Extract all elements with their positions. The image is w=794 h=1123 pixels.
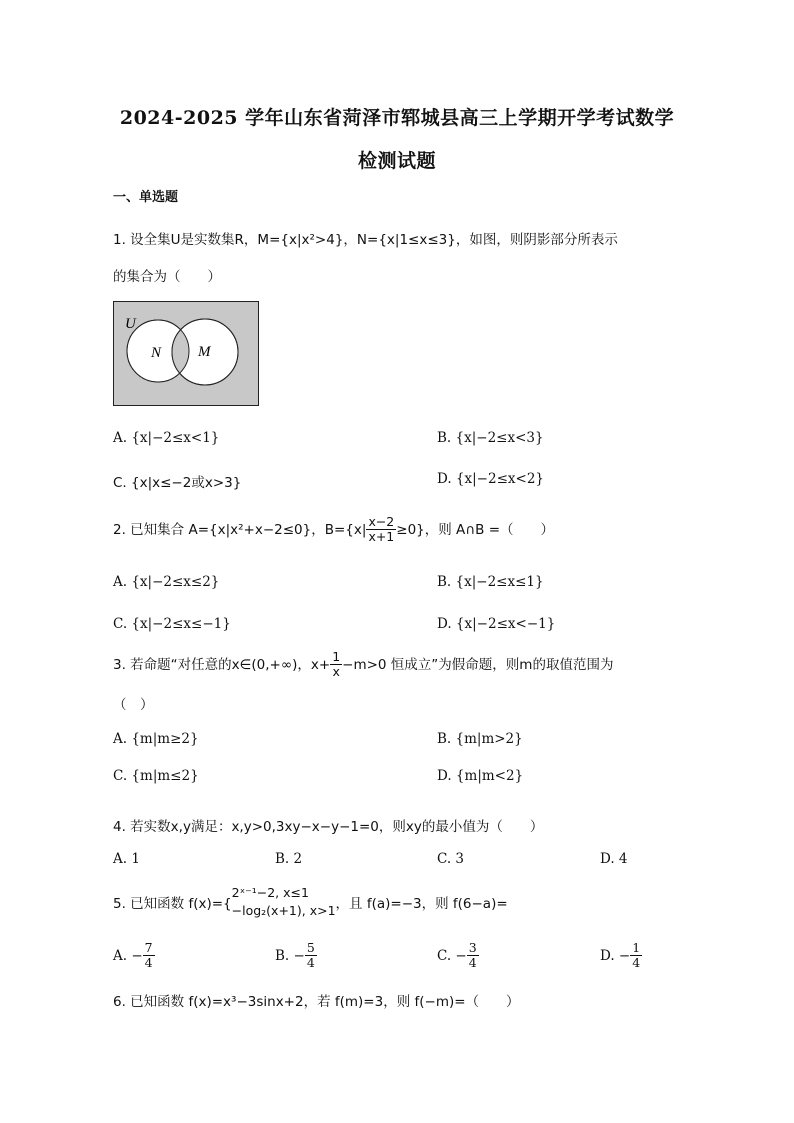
q5-option-d-label: D. −: [600, 947, 631, 964]
q3-fraction: [330, 650, 342, 680]
q3-stem-pre: 3. 若命题“对任意的x∈(0,+∞)，x+: [113, 656, 331, 673]
document-title-line1: 2024-2025 学年山东省菏泽市郓城县高三上学期开学考试数学: [119, 107, 675, 129]
q4-option-c[interactable]: C. 3: [437, 851, 465, 867]
section-heading: 一、单选题: [113, 190, 179, 205]
q1-option-c[interactable]: C. {x|x≤−2或x>3}: [113, 475, 242, 491]
q3-stem-post: −m>0 恒成立”为假命题，则m的取值范围为: [342, 656, 614, 673]
q2-option-d[interactable]: D. {x|−2≤x<−1}: [437, 616, 556, 632]
q5-option-c-den: 4: [468, 955, 477, 971]
document-title-line2: 检测试题: [357, 150, 436, 172]
q5-case1: 2ˣ⁻¹−2, x≤1: [231, 885, 309, 900]
q6-stem: 6. 已知函数 f(x)=x³−3sinx+2，若 f(m)=3，则 f(−m)=（ ）: [113, 994, 520, 1010]
q4-option-b[interactable]: B. 2: [275, 851, 303, 867]
venn-diagram: [113, 301, 259, 406]
q5-option-d-fraction: [630, 941, 642, 971]
q5-option-a-num: 7: [144, 940, 153, 955]
q1-option-d[interactable]: D. {x|−2≤x<2}: [437, 471, 544, 487]
q5-option-c[interactable]: [437, 941, 479, 971]
label-m: M: [198, 344, 211, 360]
q3-option-c[interactable]: C. {m|m≤2}: [113, 768, 199, 784]
q3-option-d[interactable]: D. {m|m<2}: [437, 768, 524, 784]
label-n: N: [151, 345, 162, 361]
q5-stem: [113, 884, 508, 920]
q5-option-b-den: 4: [306, 955, 315, 971]
q1-option-a[interactable]: A. {x|−2≤x<1}: [113, 430, 220, 446]
q4-stem: 4. 若实数x,y满足：x,y>0,3xy−x−y−1=0，则xy的最小值为（ ）: [113, 819, 544, 835]
q5-piecewise: [232, 884, 336, 920]
q5-option-a-label: A. −: [113, 947, 143, 964]
q1-stem-line2: 的集合为（ ）: [113, 269, 221, 285]
q2-option-b[interactable]: B. {x|−2≤x≤1}: [437, 574, 544, 590]
q3-option-a[interactable]: A. {m|m≥2}: [113, 731, 199, 747]
q5-option-a-fraction: [143, 941, 155, 971]
q3-stem: [113, 650, 613, 680]
q4-option-d[interactable]: D. 4: [600, 851, 628, 867]
label-u: U: [125, 316, 136, 332]
q5-option-d[interactable]: [600, 941, 642, 971]
q3-frac-den: x: [332, 664, 340, 680]
q2-option-c[interactable]: C. {x|−2≤x≤−1}: [113, 616, 231, 632]
q5-option-a-den: 4: [144, 955, 153, 971]
q5-stem-post: ，且 f(a)=−3，则 f(6−a)=: [335, 896, 508, 913]
q2-fraction: [366, 515, 396, 545]
q5-option-d-den: 4: [632, 955, 641, 971]
q5-option-b[interactable]: [275, 941, 317, 971]
q1-stem-line1: 1. 设全集U是实数集R，M={x|x²>4}，N={x|1≤x≤3}，如图，则阴影部分所表示: [113, 232, 618, 248]
q2-stem-post: ≥0}，则 A∩B =（ ）: [396, 521, 555, 538]
q5-case2: −log₂(x+1), x>1: [231, 903, 336, 919]
q3-frac-num: 1: [332, 649, 341, 664]
q5-option-b-label: B. −: [275, 947, 305, 964]
q5-option-b-fraction: [305, 941, 317, 971]
q5-option-a[interactable]: [113, 941, 155, 971]
q5-option-c-label: C. −: [437, 947, 467, 964]
q2-option-a[interactable]: A. {x|−2≤x≤2}: [113, 574, 220, 590]
q2-stem: [113, 515, 554, 545]
q1-option-b[interactable]: B. {x|−2≤x<3}: [437, 430, 544, 446]
q5-option-b-num: 5: [306, 940, 315, 955]
q2-frac-den: x+1: [368, 529, 395, 545]
q2-frac-num: x−2: [368, 514, 395, 529]
q3-option-b[interactable]: B. {m|m>2}: [437, 731, 523, 747]
q3-stem-line2: （ ）: [113, 697, 154, 713]
q4-option-a[interactable]: A. 1: [113, 851, 140, 867]
q5-option-c-num: 3: [468, 940, 477, 955]
q5-option-d-num: 1: [632, 940, 641, 955]
q5-stem-pre: 5. 已知函数 f(x)={: [113, 896, 232, 913]
q5-option-c-fraction: [467, 941, 479, 971]
q2-stem-pre: 2. 已知集合 A={x|x²+x−2≤0}，B={x|: [113, 521, 367, 538]
